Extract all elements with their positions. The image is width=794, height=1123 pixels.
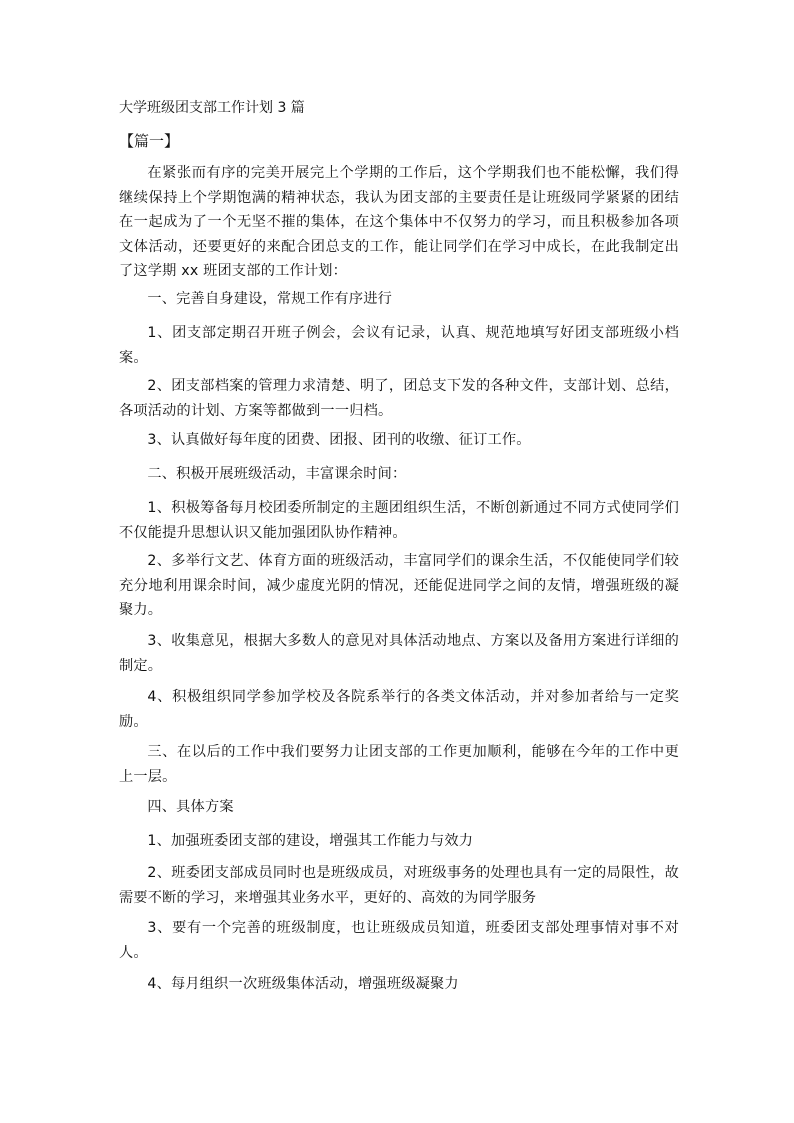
list-item: 4、每月组织一次班级集体活动，增强班级凝聚力 xyxy=(147,976,459,992)
list-item: 4、积极组织同学参加学校及各院系举行的各类文体活动，并对参加者给与一定奖励。 xyxy=(119,689,679,730)
list-item: 2、团支部档案的管理力求清楚、明了，团总支下发的各种文件，支部计划、总结，各项活动的计划、方案等都做到一一归档。 xyxy=(119,378,679,419)
document-title: 大学班级团支部工作计划 3 篇 xyxy=(119,100,305,116)
intro-paragraph: 在紧张而有序的完美开展完上个学期的工作后，这个学期我们也不能松懈，我们得继续保持上个学期饱满的精神状态，我认为团支部的主要责任是让班级同学紧紧的团结在一起成为了一个无坚不摧的集体，在这个集体中不仅努力的学习，而且积极参加各项文体活动，还要更好的来配合团总支的工作，能让同学们在学习中成长，在此我制定出了这学期 xx 班团支部的工作计划： xyxy=(119,165,679,279)
heading-two: 二、积极开展班级活动，丰富课余时间： xyxy=(147,466,407,482)
list-item: 2、班委团支部成员同时也是班级成员，对班级事务的处理也具有一定的局限性，故需要不断的学习，来增强其业务水平，更好的、高效的为同学服务 xyxy=(119,865,679,906)
list-item: 3、收集意见，根据大多数人的意见对具体活动地点、方案以及备用方案进行详细的制定。 xyxy=(119,633,679,674)
list-item: 2、多举行文艺、体育方面的班级活动，丰富同学们的课余生活，不仅能使同学们较充分地利用课余时间，减少虚度光阴的情况，还能促进同学之间的友情，增强班级的凝聚力。 xyxy=(119,553,679,618)
list-item: 1、积极筹备每月校团委所制定的主题团组织生活，不断创新通过不同方式使同学们不仅能提升思想认识又能加强团队协作精神。 xyxy=(119,500,679,541)
heading-three: 三、在以后的工作中我们要努力让团支部的工作更加顺利，能够在今年的工作中更上一层。 xyxy=(119,744,679,785)
heading-four: 四、具体方案 xyxy=(147,799,234,815)
list-item: 1、团支部定期召开班子例会，会议有记录，认真、规范地填写好团支部班级小档案。 xyxy=(119,325,679,366)
list-item: 3、要有一个完善的班级制度，也让班级成员知道，班委团支部处理事情对事不对人。 xyxy=(119,920,679,961)
list-item: 3、认真做好每年度的团费、团报、团刊的收缴、征订工作。 xyxy=(147,432,531,448)
heading-one: 一、完善自身建设，常规工作有序进行 xyxy=(147,291,392,307)
section-heading: 【篇一】 xyxy=(119,132,180,150)
list-item: 1、加强班委团支部的建设，增强其工作能力与效力 xyxy=(147,833,474,849)
